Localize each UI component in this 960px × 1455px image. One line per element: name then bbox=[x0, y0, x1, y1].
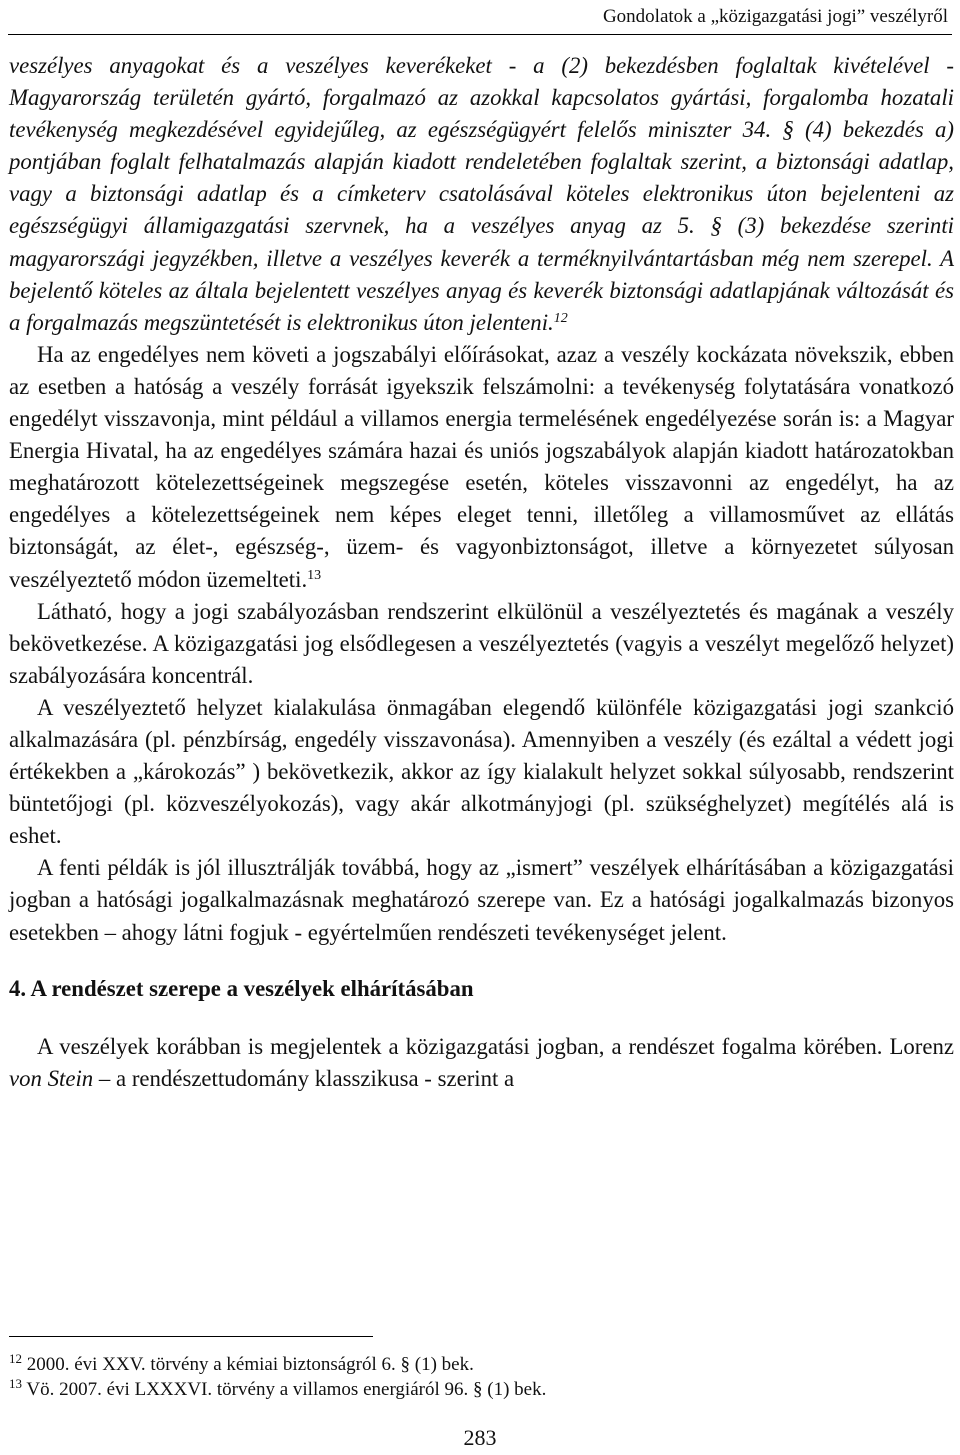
footnote-separator bbox=[9, 1336, 373, 1337]
paragraph-2-text: Ha az engedélyes nem követi a jogszabályi előírásokat, azaz a veszély kockázata növekszik, ebben az esetben a hatóság a veszély forrását igyekszik felszámolni: a tevékenység folytatására vonatkozó engedélyt visszavonja, mint például a villamos energia termelésének engedélyezése során is: a Magyar Energia Hivatal, ha az engedélyes számára hazai és uniós jogszabályok alapján kiadott határozatokban meghatározott kötelezettségeinek megszegése esetén, köteles visszavonni az engedélyt, ha az engedélyes a kötelezettségeinek nem képes eleget tenni, illetőleg a villamosművet az ellátás biztonságát, az élet-, egészség-, üzem- és vagyonbiztonságot, illetve a környezetet súlyosan veszélyeztető módon üzemelteti. bbox=[9, 341, 954, 592]
footnotes bbox=[9, 1352, 954, 1402]
paragraph-5: A fenti példák is jól illusztrálják továbbá, hogy az „ismert” veszélyek elhárításában a közigazgatási jogban a hatósági jogalkalmazásnak meghatározó szerepe van. Ez a hatósági jogalkalmazás bizonyos esetekben – ahogy látni fogjuk - egyértelműen rendészeti tevékenységet jelent. bbox=[9, 855, 954, 945]
footnote-text: Vö. 2007. évi LXXXVI. törvény a villamos energiáról 96. § (1) bek. bbox=[22, 1379, 547, 1400]
quoted-law-text-b: A bejelentő köteles az általa bejelentett veszélyes anyag és keverék biztonsági adatlapjának változását és a forgalmazás megszüntetését is elektronikus úton jelenteni. bbox=[9, 245, 955, 335]
author-name: von Stein bbox=[9, 1065, 94, 1091]
section-paragraph-text-end: – a rendészettudomány klasszikusa - szerint a bbox=[93, 1065, 515, 1091]
footnote-text: 2000. évi XXV. törvény a kémiai biztonságról 6. § (1) bek. bbox=[22, 1354, 474, 1375]
paragraph-4: A veszélyeztető helyzet kialakulása önmagában elegendő különféle közigazgatási jogi szankció alkalmazására (pl. pénzbírság, engedély visszavonása). Amennyiben a veszély (és ezáltal a védett jogi értékekben a „károkozás” ) bekövetkezik, akkor az így kialakult helyzet sokkal súlyosabb, rendszerint büntetőjogi (pl. közveszélyokozás), vagy akár alkotmányjogi (pl. szükséghelyzet) megítélés alá is eshet. bbox=[9, 694, 954, 849]
section-paragraph-text-start: A veszélyek korábban is megjelentek a közigazgatási jogban, a rendészet fogalma körében. Lorenz bbox=[37, 1033, 954, 1059]
header-rule bbox=[8, 34, 952, 35]
section-heading: 4. A rendészet szerepe a veszélyek elhárításában bbox=[9, 975, 474, 1001]
paragraph-3: Látható, hogy a jogi szabályozásban rendszerint elkülönül a veszélyeztetés és magának a veszély bekövetkezése. A közigazgatási jog elsődlegesen a veszélyeztetés (vagyis a veszélyt megelőző helyzet) szabályozására koncentrál. bbox=[9, 598, 954, 688]
page-body bbox=[9, 50, 954, 1095]
running-header: Gondolatok a „közigazgatási jogi” veszélyről bbox=[602, 6, 948, 27]
quoted-law-text-a: veszélyes anyagokat és a veszélyes keverékeket - a (2) bekezdésben foglaltak kivételével - Magyarország területén gyártó, forgalmazó az azokkal kapcsolatos gyártási, forgalomba hozatali tevékenység megkezdésével egyidejűleg, az egészségügyért felelős miniszter 34. § (4) bekezdés a) pontjában foglalt felhatalmazás alapján kiadott rendeletében foglaltak szerint, a biztonsági adatlap, vagy a biztonsági adatlap és a címketerv csatolásával köteles elektronikus úton bejelenteni az egészségügyi államigazgatási szervnek, ha a veszélyes anyag az 5. § (3) bekezdése szerinti magyarországi jegyzékben, illetve a veszélyes keverék a terméknyilvántartásban még nem szerepel. bbox=[9, 53, 954, 271]
paragraph-quoted-law bbox=[9, 50, 954, 339]
paragraph-2 bbox=[9, 339, 954, 596]
footnote-ref-13[interactable]: 13 bbox=[307, 567, 322, 583]
footnote-number: 12 bbox=[9, 1351, 22, 1366]
footnote-ref-12[interactable]: 12 bbox=[553, 310, 568, 326]
footnote-12 bbox=[9, 1352, 954, 1377]
page-number: 283 bbox=[463, 1425, 497, 1450]
section-paragraph bbox=[9, 1031, 954, 1095]
footnote-number: 13 bbox=[9, 1376, 22, 1391]
footnote-13 bbox=[9, 1377, 954, 1402]
